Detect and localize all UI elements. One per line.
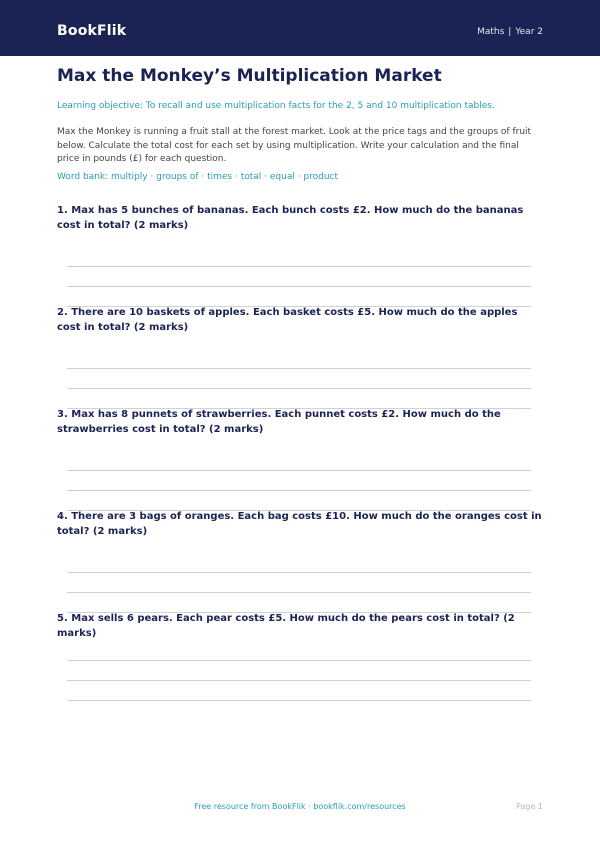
brand-logo: BookFlik <box>57 23 127 39</box>
question-text: 2. There are 10 baskets of apples. Each basket costs £5. How much do the apples cost in total? (2 marks) <box>57 307 518 333</box>
answer-line[interactable] <box>67 660 531 661</box>
question-text: 5. Max sells 6 pears. Each pear costs £5. How much do the pears cost in total? (2 marks) <box>57 613 515 639</box>
answer-line[interactable] <box>67 266 531 267</box>
footer-credit[interactable]: Free resource from BookFlik · bookflik.com/resources <box>194 802 406 811</box>
answer-line[interactable] <box>67 368 531 369</box>
header-meta <box>477 27 543 37</box>
answer-line[interactable] <box>67 470 531 471</box>
answer-line[interactable] <box>67 592 531 593</box>
word-bank: Word bank: multiply · groups of · times · total · equal · product <box>57 172 339 182</box>
intro-paragraph: Max the Monkey is running a fruit stall at the forest market. Look at the price tags and the groups of fruit below. Calculate the total cost for each set by using multiplication. Write your calculation and the final price in pounds (£) for each question. <box>57 127 532 164</box>
page-header <box>0 0 600 56</box>
subject-label: Maths <box>477 27 505 37</box>
question-4 <box>57 509 543 539</box>
question-5 <box>57 611 543 641</box>
question-3 <box>57 407 543 437</box>
answer-line[interactable] <box>67 680 531 681</box>
answer-line[interactable] <box>67 572 531 573</box>
question-1 <box>57 203 543 233</box>
learning-objective: Learning objective: To recall and use multiplication facts for the 2, 5 and 10 multiplication tables. <box>57 101 495 111</box>
answer-line[interactable] <box>67 490 531 491</box>
worksheet-title: Max the Monkey’s Multiplication Market <box>57 66 442 86</box>
answer-line[interactable] <box>67 700 531 701</box>
question-2 <box>57 305 543 335</box>
question-text: 1. Max has 5 bunches of bananas. Each bunch costs £2. How much do the bananas cost in total? (2 marks) <box>57 205 524 231</box>
year-label: Year 2 <box>515 27 543 37</box>
question-text: 4. There are 3 bags of oranges. Each bag costs £10. How much do the oranges cost in total? (2 marks) <box>57 511 542 537</box>
question-text: 3. Max has 8 punnets of strawberries. Each punnet costs £2. How much do the strawberries cost in total? (2 marks) <box>57 409 501 435</box>
answer-line[interactable] <box>67 286 531 287</box>
page-number: Page 1 <box>516 802 543 811</box>
meta-separator: | <box>508 27 512 37</box>
answer-line[interactable] <box>67 388 531 389</box>
